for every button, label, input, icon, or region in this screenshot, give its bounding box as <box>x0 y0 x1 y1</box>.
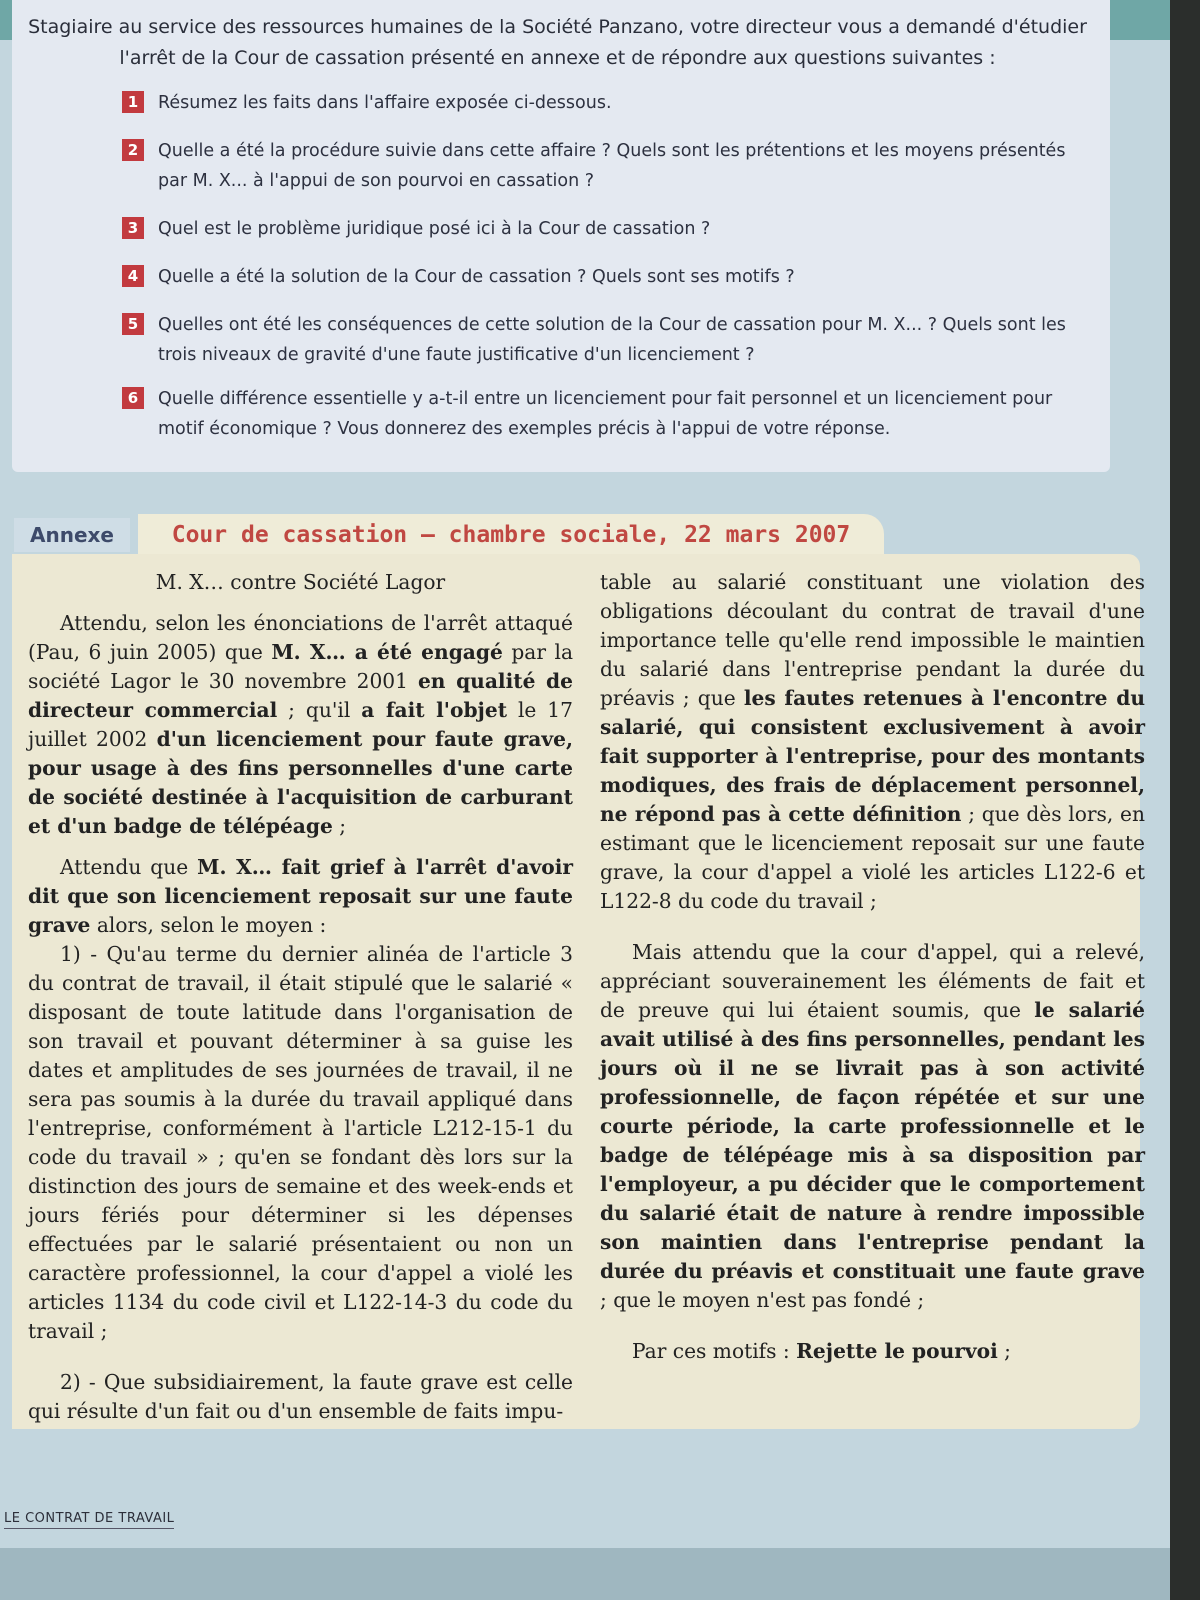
intro-text: Stagiaire au service des ressources humaines de la Société Panzano, votre directeur vous a demandé d'étudier l'arrêt de la Cour de cassation présenté en annexe et de répondre aux questions suivantes : <box>28 16 1087 69</box>
paragraph-ruling <box>600 1337 1145 1366</box>
bold-run: le salarié avait utilisé à des fins personnelles, pendant les jours où il ne se livrait pas à son activité professionnelle, de façon répétée et sur une courte période, la carte professionnelle et le badge de télépéage mis à sa disposition par l'employeur, a pu décider que le comportement du salarié était de nature à rendre impossible son maintien dans l'entreprise pendant la durée du préavis et constituait une faute grave <box>600 998 1145 1283</box>
paragraph-second-argument-cont <box>600 568 1145 916</box>
text-run: Mais attendu que la cour d'appel, qui a relevé, appréciant souverainement les éléments de fait et de preuve qui lui étaient soumis, que <box>600 940 1145 1022</box>
bold-run: en qualité de directeur commercial <box>28 669 573 722</box>
bold-run: a fait l'objet <box>361 698 508 722</box>
paragraph-second-argument: 2) - Que subsidiairement, la faute grave est celle qui résulte d'un fait ou d'un ensemble de faits impu- <box>28 1370 573 1423</box>
case-parties: M. X… contre Société Lagor <box>155 570 446 594</box>
paragraph-facts <box>28 609 573 841</box>
annexe-label: Annexe <box>14 518 130 552</box>
bold-run: Rejette le pourvoi <box>796 1339 998 1363</box>
paragraph-grievance <box>28 853 573 940</box>
annexe-title: Cour de cassation – chambre sociale, 22 mars 2007 <box>138 514 884 556</box>
footer-chapter-label: LE CONTRAT DE TRAVAIL <box>4 1511 174 1529</box>
text-run: Par ces motifs : <box>632 1339 797 1363</box>
question-text: Quelles ont été les conséquences de cette solution de la Cour de cassation pour M. X... ? Quels sont les trois niveaux de gravité d'une faute justificative d'un licenciement ? <box>158 315 1066 365</box>
question-text: Quelle a été la procédure suivie dans cette affaire ? Quels sont les prétentions et les moyens présentés par M. X... à l'appui de son pourvoi en cassation ? <box>158 141 1066 191</box>
annexe-right-column <box>600 568 1145 1366</box>
text-run: Attendu, selon les énonciations de l'arrêt attaqué (Pau, 6 juin 2005) que <box>28 611 573 664</box>
text-run: ; que le moyen n'est pas fondé ; <box>600 1288 925 1312</box>
bold-run: M. X… a été engagé <box>271 640 503 664</box>
text-run: le 17 juillet 2002 <box>28 698 573 751</box>
question-text: Quel est le problème juridique posé ici à la Cour de cassation ? <box>158 219 711 239</box>
bold-run: M. X… fait grief à l'arrêt d'avoir dit que son licenciement reposait sur une faute grave <box>28 855 573 937</box>
text-run: Attendu que <box>60 855 198 879</box>
bold-run: les fautes retenues à l'encontre du salarié, qui consistent exclusivement à avoir fait supporter à l'entreprise, pour des montants modiques, des frais de déplacement personnel, ne répond pas à cette définition <box>600 686 1145 826</box>
text-run: alors, selon le moyen : <box>90 913 327 937</box>
text-run: par la société Lagor le 30 novembre 2001 <box>28 640 574 693</box>
question-text: Résumez les faits dans l'affaire exposée ci-dessous. <box>158 93 612 113</box>
question-number-badge: 5 <box>122 313 144 335</box>
question-number-badge: 3 <box>122 217 144 239</box>
text-run: ; que dès lors, en estimant que le licenciement reposait sur une faute grave, la cour d'appel a violé les articles L122-6 et L122-8 du code du travail ; <box>600 802 1145 913</box>
question-text: Quelle différence essentielle y a-t-il entre un licenciement pour fait personnel et un licenciement pour motif économique ? Vous donnerez des exemples précis à l'appui de votre réponse. <box>158 389 1053 439</box>
page-bottom-shadow <box>0 1548 1200 1600</box>
text-run: ; <box>332 814 347 838</box>
question-number-badge: 1 <box>122 91 144 113</box>
question-number-badge: 6 <box>122 387 144 409</box>
paragraph-first-argument: 1) - Qu'au terme du dernier alinéa de l'article 3 du contrat de travail, il était stipulé que le salarié « disposant de toute latitude dans l'organisation de son travail et pouvant déterminer à sa guise les dates et amplitudes de ses journées de travail, il ne sera pas soumis à la durée du travail appliqué dans l'entreprise, conformément à l'article L212-15-1 du code du travail » ; qu'en se fondant dès lors sur la distinction des jours de semaine et des week-ends et jours fériés pour déterminer si les dépenses effectuées par le salarié présentaient ou non un caractère professionnel, la cour d'appel a violé les articles 1134 du code civil et L122-14-3 du code du travail ; <box>28 942 573 1343</box>
question-number-badge: 2 <box>122 139 144 161</box>
question-text: Quelle a été la solution de la Cour de cassation ? Quels sont ses motifs ? <box>158 267 795 287</box>
bold-run: d'un licenciement pour faute grave, pour usage à des fins personnelles d'une carte de société destinée à l'acquisition de carburant et d'un badge de télépéage <box>28 727 573 838</box>
text-run: table au salarié constituant une violation des obligations découlant du contrat de travail d'une importance telle qu'elle rend impossible le maintien du salarié dans l'entreprise pendant la durée du préavis ; que <box>600 570 1145 710</box>
paragraph-decision-reasons <box>600 938 1145 1315</box>
text-run: ; qu'il <box>277 698 362 722</box>
text-run: ; <box>997 1339 1011 1363</box>
question-number-badge: 4 <box>122 265 144 287</box>
page-right-edge <box>1170 0 1200 1600</box>
annexe-left-column <box>28 568 573 1426</box>
